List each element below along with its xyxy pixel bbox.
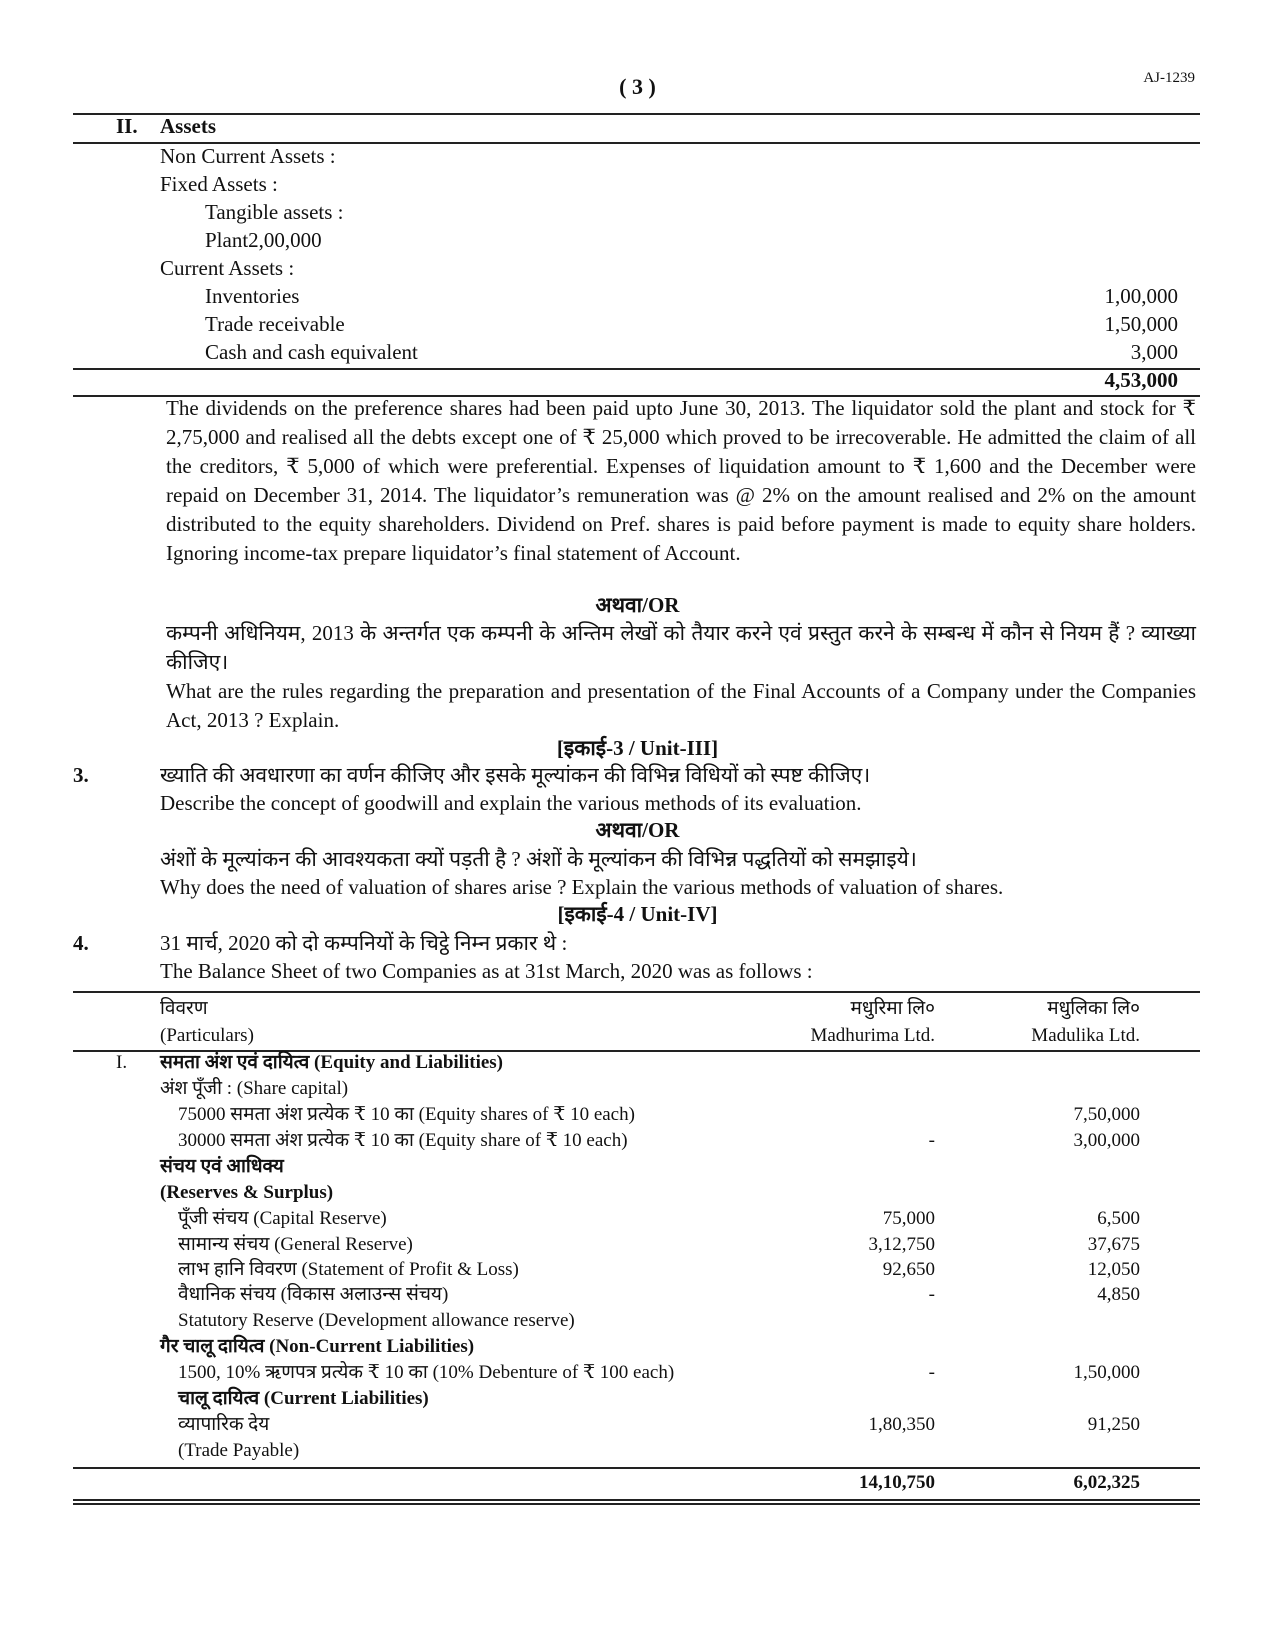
assets-row: Tangible assets :: [205, 200, 344, 224]
table-row-label: व्यापारिक देय: [178, 1414, 270, 1435]
table-row-label: लाभ हानि विवरण (Statement of Profit & Loss): [178, 1259, 519, 1280]
table-total: 14,10,750: [859, 1472, 935, 1493]
table-cell: 75,000: [882, 1208, 935, 1229]
paper-code: AJ-1239: [1143, 70, 1195, 86]
table-header-col2: Madulika Ltd.: [1031, 1025, 1140, 1046]
question-hindi: अंशों के मूल्यांकन की आवश्यकता क्यों पड़ती है ? अंशों के मूल्यांकन की विभिन्न पद्धतियों को समझाइये।: [160, 847, 917, 871]
assets-row: Inventories: [205, 284, 300, 308]
assets-amount: 1,00,000: [1104, 284, 1178, 308]
table-subheading: चालू दायित्व (Current Liabilities): [178, 1388, 429, 1409]
table-header-particulars: विवरण: [160, 998, 208, 1019]
table-header-col2: मधुलिका लि०: [1047, 998, 1140, 1019]
table-cell: 3,12,750: [868, 1234, 935, 1255]
table-cell: 92,650: [882, 1259, 935, 1280]
question-english: Describe the concept of goodwill and explain the various methods of its evaluation.: [160, 791, 862, 815]
assets-row: Current Assets :: [160, 256, 295, 280]
table-row-label: (Trade Payable): [178, 1440, 300, 1461]
table-row-label: 1500, 10% ऋणपत्र प्रत्येक ₹ 10 का (10% Debenture of ₹ 100 each): [178, 1362, 675, 1383]
assets-amount: 3,000: [1130, 340, 1178, 364]
unit-heading: [इकाई-4 / Unit-IV]: [557, 902, 718, 926]
table-cell: 12,050: [1087, 1259, 1140, 1280]
table-cell: 37,675: [1087, 1234, 1140, 1255]
table-row-label: 75000 समता अंश प्रत्येक ₹ 10 का (Equity shares of ₹ 10 each): [178, 1104, 635, 1125]
table-subheading: संचय एवं आधिक्य: [160, 1156, 284, 1177]
section-roman: II.: [116, 114, 138, 138]
assets-title: Assets: [160, 114, 216, 138]
divider: [73, 368, 1200, 370]
table-cell: 1,80,350: [868, 1414, 935, 1435]
or-divider: अथवा/OR: [595, 818, 680, 842]
table-row-label: 30000 समता अंश प्रत्येक ₹ 10 का (Equity share of ₹ 10 each): [178, 1130, 628, 1151]
assets-row: Fixed Assets :: [160, 172, 278, 196]
table-cell: 1,50,000: [1073, 1362, 1140, 1383]
divider: [73, 991, 1200, 993]
table-subheading: गैर चालू दायित्व (Non-Current Liabilities): [160, 1336, 475, 1357]
assets-row: Cash and cash equivalent: [205, 340, 418, 364]
question-english: Why does the need of valuation of shares arise ? Explain the various methods of valuation of shares.: [160, 875, 1004, 899]
section-heading: समता अंश एवं दायित्व (Equity and Liabilities): [160, 1052, 504, 1073]
table-cell: -: [928, 1284, 935, 1305]
table-subheading: (Reserves & Surplus): [160, 1182, 334, 1203]
table-header-particulars: (Particulars): [160, 1025, 254, 1046]
table-header-col1: मधुरिमा लि०: [850, 998, 935, 1019]
assets-row: Trade receivable: [205, 312, 345, 336]
assets-total: 4,53,000: [1104, 368, 1178, 392]
divider: [73, 1467, 1200, 1469]
question-hindi: कम्पनी अधिनियम, 2013 के अन्तर्गत एक कम्पनी के अन्तिम लेखों को तैयार करने एवं प्रस्तुत करने के सम्बन्ध में कौन से नियम हैं ? व्याख्या कीजिए।: [166, 621, 1196, 674]
table-total: 6,02,325: [1073, 1472, 1140, 1493]
page-number: ( 3 ): [619, 74, 656, 99]
table-cell: 6,500: [1097, 1208, 1140, 1229]
assets-row: Plant2,00,000: [205, 228, 322, 252]
question-english: The Balance Sheet of two Companies as at 31st March, 2020 was as follows :: [160, 959, 813, 983]
table-cell: -: [928, 1362, 935, 1383]
question-number: 4.: [73, 931, 89, 955]
table-header-col1: Madhurima Ltd.: [810, 1025, 935, 1046]
table-cell: 3,00,000: [1073, 1130, 1140, 1151]
question-hindi: 31 मार्च, 2020 को दो कम्पनियों के चिट्ठे निम्न प्रकार थे :: [160, 931, 568, 955]
table-row-label: सामान्य संचय (General Reserve): [178, 1234, 413, 1255]
table-subheading: अंश पूँजी : (Share capital): [160, 1078, 349, 1099]
table-row-label: Statutory Reserve (Development allowance reserve): [178, 1310, 575, 1331]
table-cell: 4,850: [1097, 1284, 1140, 1305]
unit-heading: [इकाई-3 / Unit-III]: [556, 736, 719, 760]
assets-row: Non Current Assets :: [160, 144, 336, 168]
question-number: 3.: [73, 763, 89, 787]
section-roman: I.: [116, 1052, 128, 1073]
divider: [73, 113, 1200, 115]
question-hindi: ख्याति की अवधारणा का वर्णन कीजिए और इसके मूल्यांकन की विभिन्न विधियों को स्पष्ट कीजिए।: [160, 763, 871, 787]
table-cell: -: [928, 1130, 935, 1151]
divider: [73, 1499, 1200, 1501]
question-paragraph: The dividends on the preference shares had been paid upto June 30, 2013. The liquidator sold the plant and stock for ₹ 2,75,000 and realised all the debts except one of ₹ 25,000 which proved to be irrecoverable. He admitted the claim of all the creditors, ₹ 5,000 of which were preferential. Expenses of liquidation amount to ₹ 1,600 and the December were repaid on December 31, 2014. The liquidator’s remuneration was @ 2% on the amount realised and 2% on the amount distributed to the equity shareholders. Dividend on Pref. shares is paid before payment is made to equity share holders. Ignoring income-tax prepare liquidator’s final statement of Account.: [166, 396, 1196, 565]
table-row-label: वैधानिक संचय (विकास अलाउन्स संचय): [178, 1284, 449, 1305]
divider: [73, 1503, 1200, 1505]
table-cell: 7,50,000: [1073, 1104, 1140, 1125]
table-row-label: पूँजी संचय (Capital Reserve): [178, 1208, 387, 1229]
question-english: What are the rules regarding the preparation and presentation of the Final Accounts of a Company under the Companies Act, 2013 ? Explain.: [166, 679, 1196, 732]
or-divider: अथवा/OR: [595, 593, 680, 617]
assets-amount: 1,50,000: [1104, 312, 1178, 336]
table-cell: 91,250: [1087, 1414, 1140, 1435]
